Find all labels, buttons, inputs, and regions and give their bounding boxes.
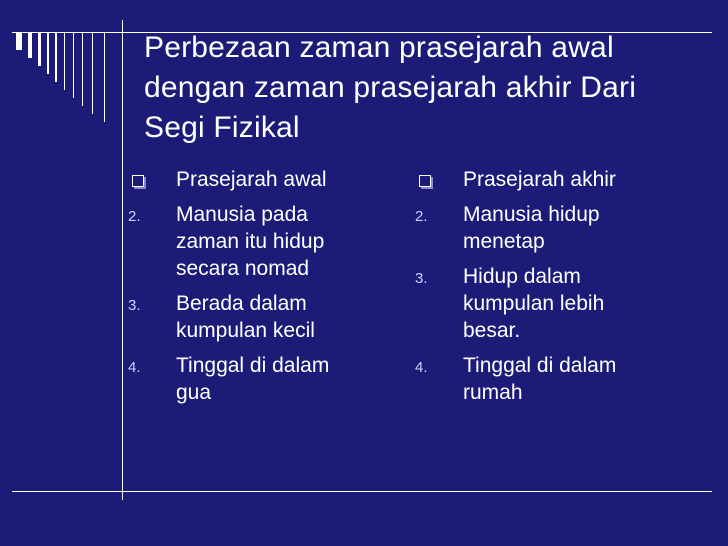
item-text: Tinggal di dalam gua <box>176 354 330 404</box>
list-item <box>128 201 358 282</box>
left-heading-text: Prasejarah awal <box>176 168 327 191</box>
item-number: 4. <box>128 359 141 376</box>
right-heading-text: Prasejarah akhir <box>463 168 616 191</box>
item-number: 4. <box>415 359 428 376</box>
slide-title: Perbezaan zaman prasejarah awal dengan zaman prasejarah akhir Dari Segi Fizikal <box>144 31 637 144</box>
item-number: 2. <box>128 208 141 225</box>
square-bullet-icon <box>132 175 144 187</box>
right-heading <box>415 166 655 193</box>
item-number: 3. <box>128 297 141 314</box>
list-item <box>415 352 655 406</box>
list-item <box>415 201 655 255</box>
list-item <box>128 352 358 406</box>
item-text: Manusia pada zaman itu hidup secara nomad <box>176 203 325 280</box>
item-number: 2. <box>415 208 428 225</box>
right-column <box>415 166 655 414</box>
list-item <box>415 263 655 344</box>
decorative-bars <box>12 32 132 122</box>
item-text: Tinggal di dalam rumah <box>463 354 617 404</box>
item-text: Hidup dalam kumpulan lebih besar. <box>463 265 605 342</box>
item-text: Manusia hidup menetap <box>463 203 600 253</box>
left-heading <box>128 166 358 193</box>
square-bullet-icon <box>419 175 431 187</box>
list-item <box>128 290 358 344</box>
bottom-rule <box>12 491 712 492</box>
item-text: Berada dalam kumpulan kecil <box>176 292 315 342</box>
item-number: 3. <box>415 270 428 287</box>
left-column <box>128 166 358 414</box>
